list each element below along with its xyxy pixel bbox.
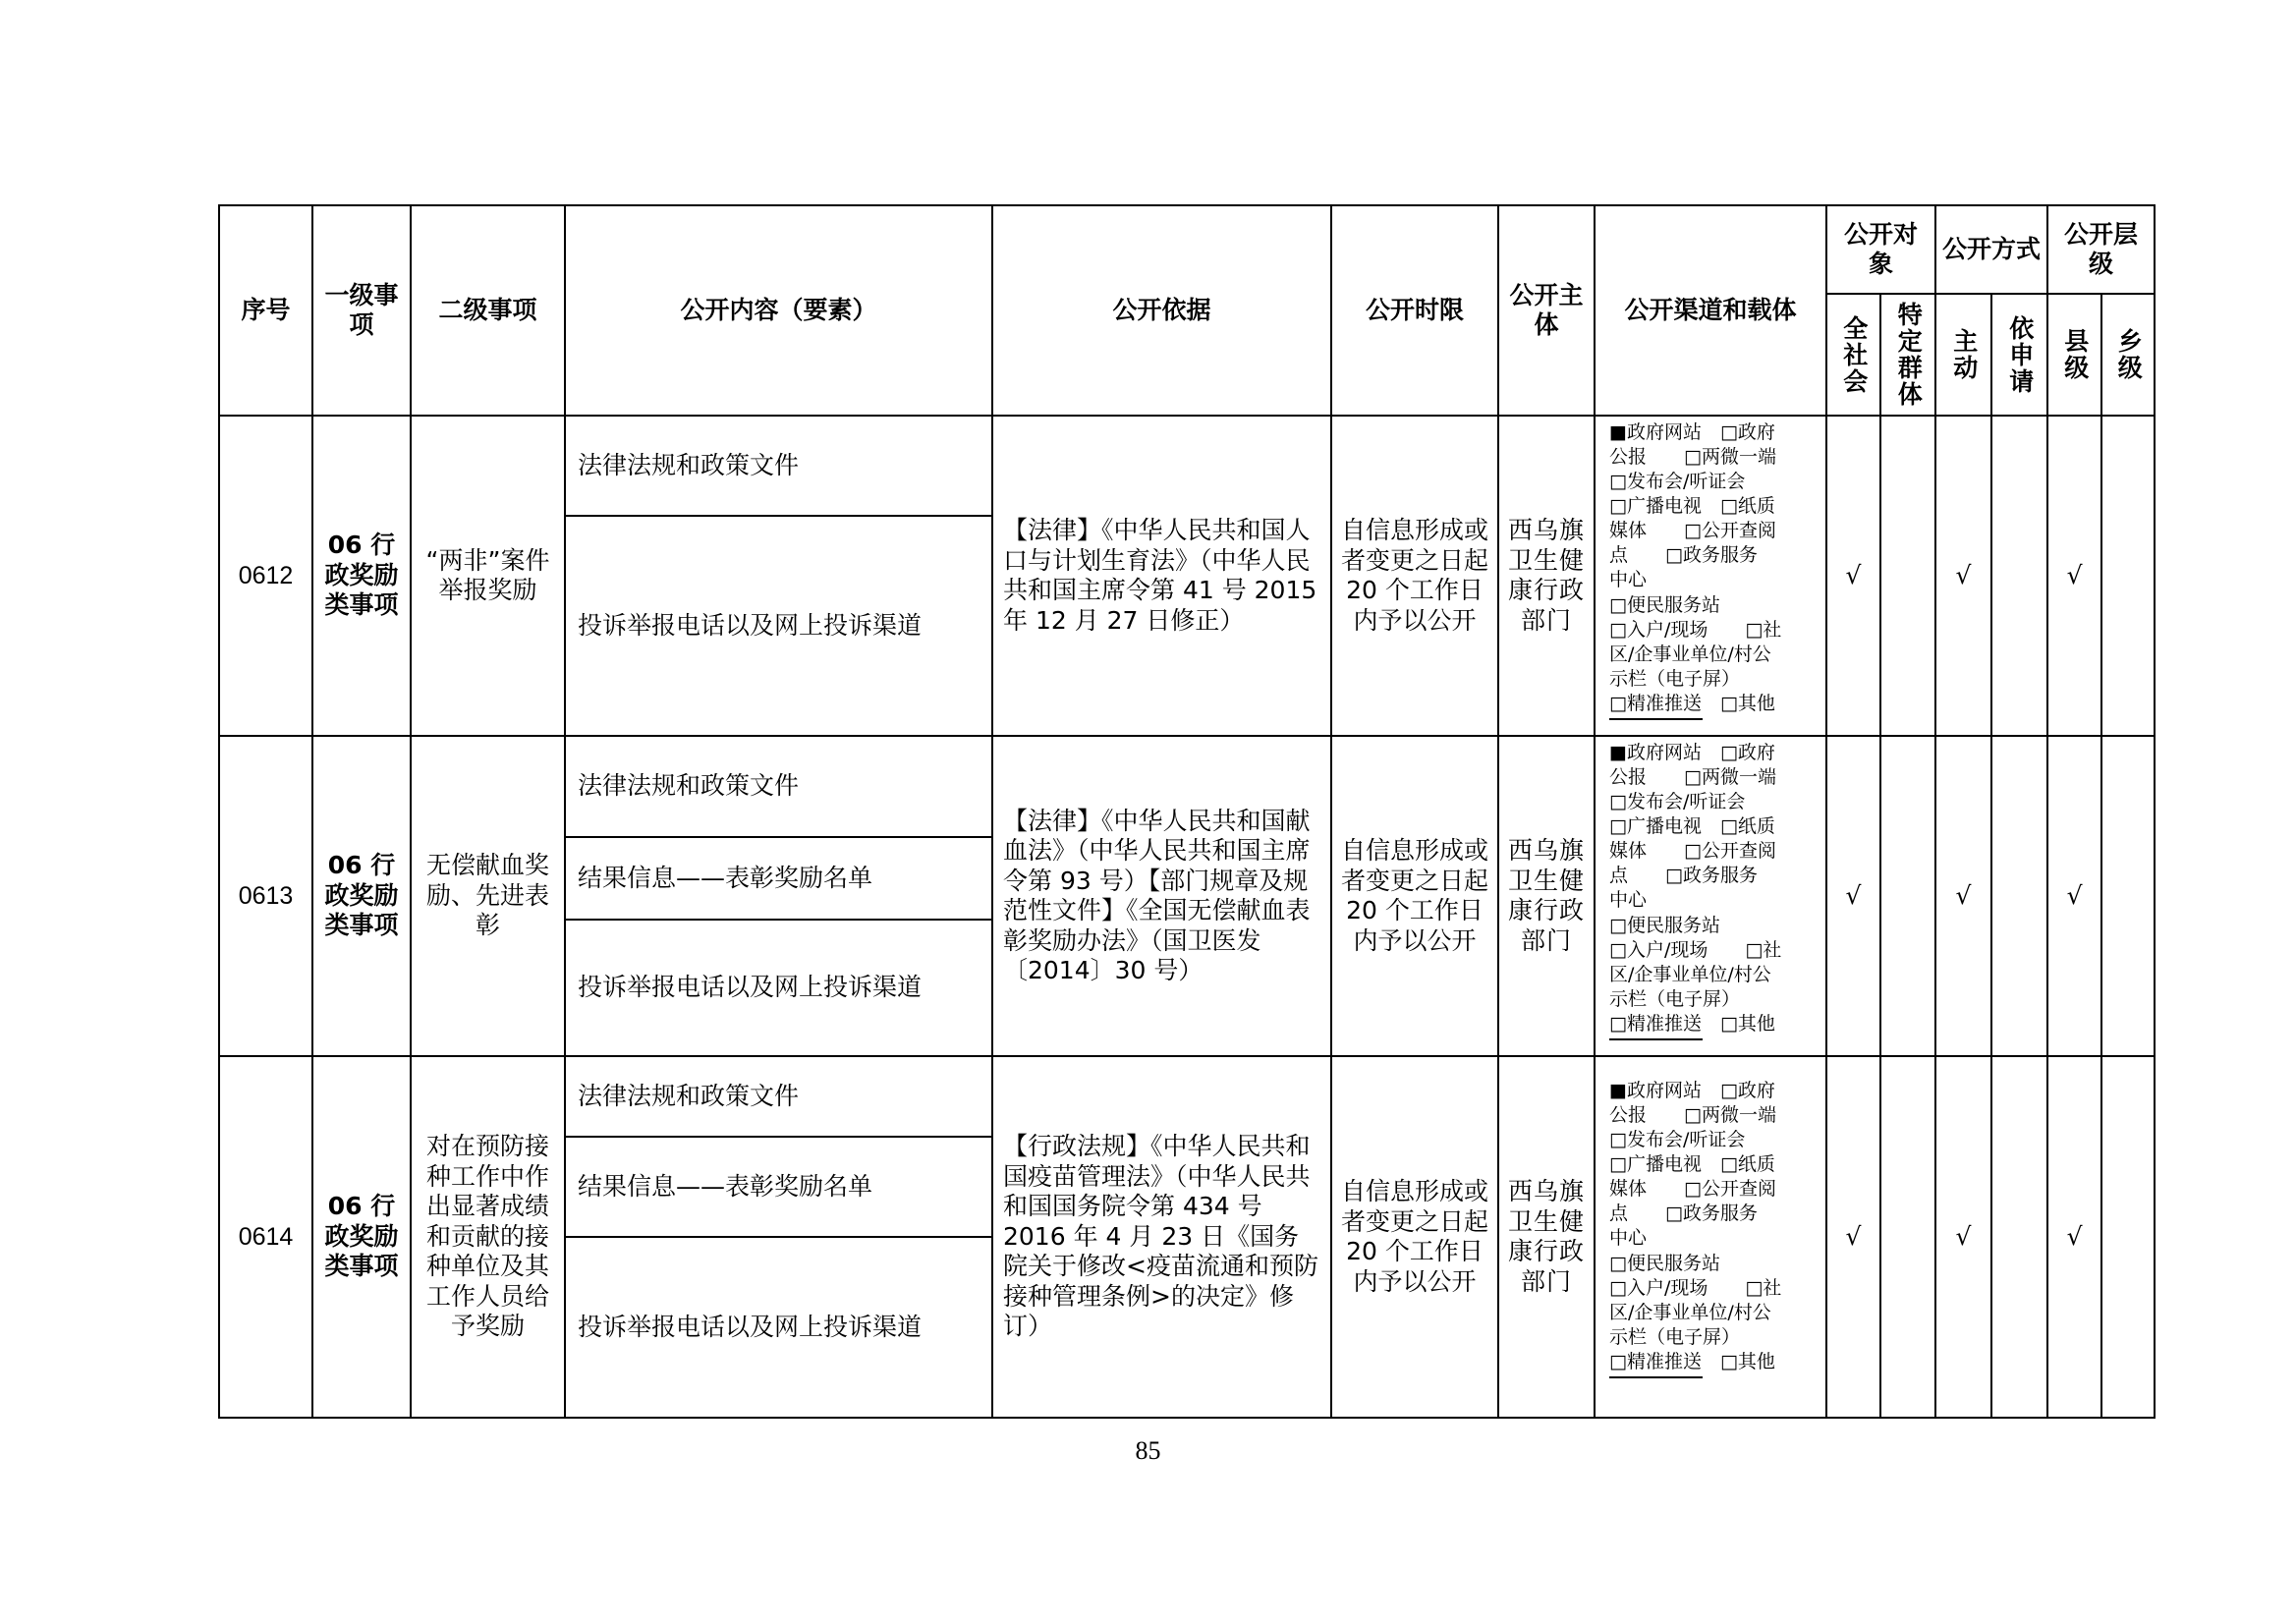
row-content-item: 结果信息——表彰奖励名单: [565, 837, 992, 920]
header-target-all: 全社会: [1826, 294, 1880, 416]
row-content-item: 投诉举报电话以及网上投诉渠道: [565, 920, 992, 1056]
target-all-check: √: [1826, 1056, 1880, 1418]
channel-line: 媒体 □公开查阅: [1609, 1178, 1776, 1201]
row-level2: 对在预防接种工作中作出显著成绩和贡献的接种单位及其工作人员给予奖励: [411, 1056, 565, 1418]
row-level2: “两非”案件举报奖励: [411, 416, 565, 736]
level-town-check: [2101, 1056, 2155, 1418]
channel-line: 中心: [1609, 889, 1648, 912]
channel-underline: [1609, 718, 1703, 720]
header-mode-active: 主动: [1935, 294, 1991, 416]
channel-line: □发布会/听证会: [1609, 1129, 1746, 1151]
header-seq: 序号: [219, 205, 312, 416]
channel-line: 区/企事业单位/村公: [1609, 963, 1771, 985]
level-county-check: √: [2047, 736, 2101, 1056]
row-seq: 0614: [219, 1056, 312, 1418]
row-channel: [1595, 1056, 1826, 1418]
channel-line: 示栏（电子屏）: [1609, 667, 1741, 690]
channel-line: 示栏（电子屏）: [1609, 1325, 1741, 1348]
row-level1: 06 行政奖励类事项: [312, 416, 411, 736]
mode-active-check: √: [1935, 416, 1991, 736]
header-mode: 公开方式: [1935, 205, 2047, 294]
row-content-item: 投诉举报电话以及网上投诉渠道: [565, 1237, 992, 1418]
row-time: 自信息形成或者变更之日起 20 个工作日内予以公开: [1331, 736, 1498, 1056]
channel-line: 公报 □两微一端: [1609, 446, 1776, 469]
channel-line: 点 □政务服务: [1609, 544, 1758, 567]
row-basis: 【行政法规】《中华人民共和国疫苗管理法》（中华人民共和国国务院令第 434 号 2016 年 4 月 23 日《国务院关于修改<疫苗流通和预防接种管理条例>的决定》修订）: [992, 1056, 1331, 1418]
row-content-item: 投诉举报电话以及网上投诉渠道: [565, 516, 992, 736]
row-time: 自信息形成或者变更之日起 20 个工作日内予以公开: [1331, 1056, 1498, 1418]
channel-line: □广播电视 □纸质: [1609, 1153, 1775, 1176]
channel-line: □发布会/听证会: [1609, 791, 1746, 813]
level-county-check: √: [2047, 1056, 2101, 1418]
level-town-check: [2101, 416, 2155, 736]
channel-line: 中心: [1609, 1227, 1648, 1250]
channel-line: ■政府网站 □政府: [1609, 421, 1775, 443]
page-number: 85: [1135, 1436, 1161, 1465]
row-basis: 【法律】《中华人民共和国献血法》（中华人民共和国主席令第 93 号）【部门规章及规范性文件】《全国无偿献血表彰奖励办法》（国卫医发〔2014〕30 号）: [992, 736, 1331, 1056]
target-group-check: [1880, 736, 1935, 1056]
level-county-check: √: [2047, 416, 2101, 736]
table-row: [219, 736, 2155, 837]
channel-line: 媒体 □公开查阅: [1609, 840, 1776, 863]
table-row: [219, 1056, 2155, 1137]
row-content-item: 法律法规和政策文件: [565, 1056, 992, 1137]
channel-line: □发布会/听证会: [1609, 471, 1746, 493]
channel-line: □便民服务站: [1609, 914, 1720, 936]
mode-apply-check: [1991, 416, 2047, 736]
header-level-county: 县级: [2047, 294, 2101, 416]
target-group-check: [1880, 1056, 1935, 1418]
target-all-check: √: [1826, 416, 1880, 736]
channel-line: 公报 □两微一端: [1609, 766, 1776, 789]
channel-line: 点 □政务服务: [1609, 865, 1758, 887]
channel-line: □广播电视 □纸质: [1609, 495, 1775, 518]
channel-line: 公报 □两微一端: [1609, 1104, 1776, 1127]
mode-apply-check: [1991, 1056, 2047, 1418]
channel-line: □精准推送 □其他: [1609, 692, 1775, 714]
channel-line: 示栏（电子屏）: [1609, 987, 1741, 1010]
row-level1: 06 行政奖励类事项: [312, 1056, 411, 1418]
channel-line: 区/企事业单位/村公: [1609, 643, 1771, 665]
channel-line: □入户/现场 □社: [1609, 938, 1782, 961]
channel-line: □精准推送 □其他: [1609, 1350, 1775, 1372]
row-level2: 无偿献血奖励、先进表彰: [411, 736, 565, 1056]
level-town-check: [2101, 736, 2155, 1056]
channel-line: ■政府网站 □政府: [1609, 1080, 1775, 1101]
channel-line: □入户/现场 □社: [1609, 1276, 1782, 1299]
row-content-item: 法律法规和政策文件: [565, 416, 992, 516]
row-content-item: 结果信息——表彰奖励名单: [565, 1137, 992, 1237]
header-subject: 公开主体: [1498, 205, 1595, 416]
channel-line: ■政府网站 □政府: [1609, 742, 1775, 763]
header-channel: 公开渠道和载体: [1595, 205, 1826, 416]
row-seq: 0613: [219, 736, 312, 1056]
channel-line: □精准推送 □其他: [1609, 1012, 1775, 1035]
channel-line: 媒体 □公开查阅: [1609, 520, 1776, 542]
disclosure-table: [218, 204, 2156, 1419]
channel-line: □便民服务站: [1609, 593, 1720, 616]
header-level2: 二级事项: [411, 205, 565, 416]
mode-active-check: √: [1935, 1056, 1991, 1418]
header-target-group: 特定群体: [1880, 294, 1935, 416]
channel-underline: [1609, 1376, 1703, 1378]
header-level-town: 乡级: [2101, 294, 2155, 416]
row-channel: [1595, 736, 1826, 1056]
header-basis: 公开依据: [992, 205, 1331, 416]
channel-line: 点 □政务服务: [1609, 1203, 1758, 1225]
row-content-item: 法律法规和政策文件: [565, 736, 992, 837]
row-level1: 06 行政奖励类事项: [312, 736, 411, 1056]
header-target: 公开对象: [1826, 205, 1935, 294]
channel-line: 区/企事业单位/村公: [1609, 1301, 1771, 1323]
header-content: 公开内容（要素）: [565, 205, 992, 416]
channel-line: □广播电视 □纸质: [1609, 815, 1775, 838]
row-channel: [1595, 416, 1826, 736]
header-level: 公开层级: [2047, 205, 2155, 294]
header-time: 公开时限: [1331, 205, 1498, 416]
row-seq: 0612: [219, 416, 312, 736]
header-level1: 一级事项: [312, 205, 411, 416]
channel-line: □入户/现场 □社: [1609, 618, 1782, 641]
mode-apply-check: [1991, 736, 2047, 1056]
row-subject: 西乌旗卫生健康行政部门: [1498, 1056, 1595, 1418]
mode-active-check: √: [1935, 736, 1991, 1056]
row-subject: 西乌旗卫生健康行政部门: [1498, 736, 1595, 1056]
channel-line: 中心: [1609, 569, 1648, 591]
target-group-check: [1880, 416, 1935, 736]
row-subject: 西乌旗卫生健康行政部门: [1498, 416, 1595, 736]
channel-line: □便民服务站: [1609, 1252, 1720, 1274]
table-row: [219, 416, 2155, 516]
target-all-check: √: [1826, 736, 1880, 1056]
channel-underline: [1609, 1038, 1703, 1040]
row-time: 自信息形成或者变更之日起 20 个工作日内予以公开: [1331, 416, 1498, 736]
header-mode-apply: 依申请: [1991, 294, 2047, 416]
row-basis: 【法律】《中华人民共和国人口与计划生育法》（中华人民共和国主席令第 41 号 2015 年 12 月 27 日修正）: [992, 416, 1331, 736]
